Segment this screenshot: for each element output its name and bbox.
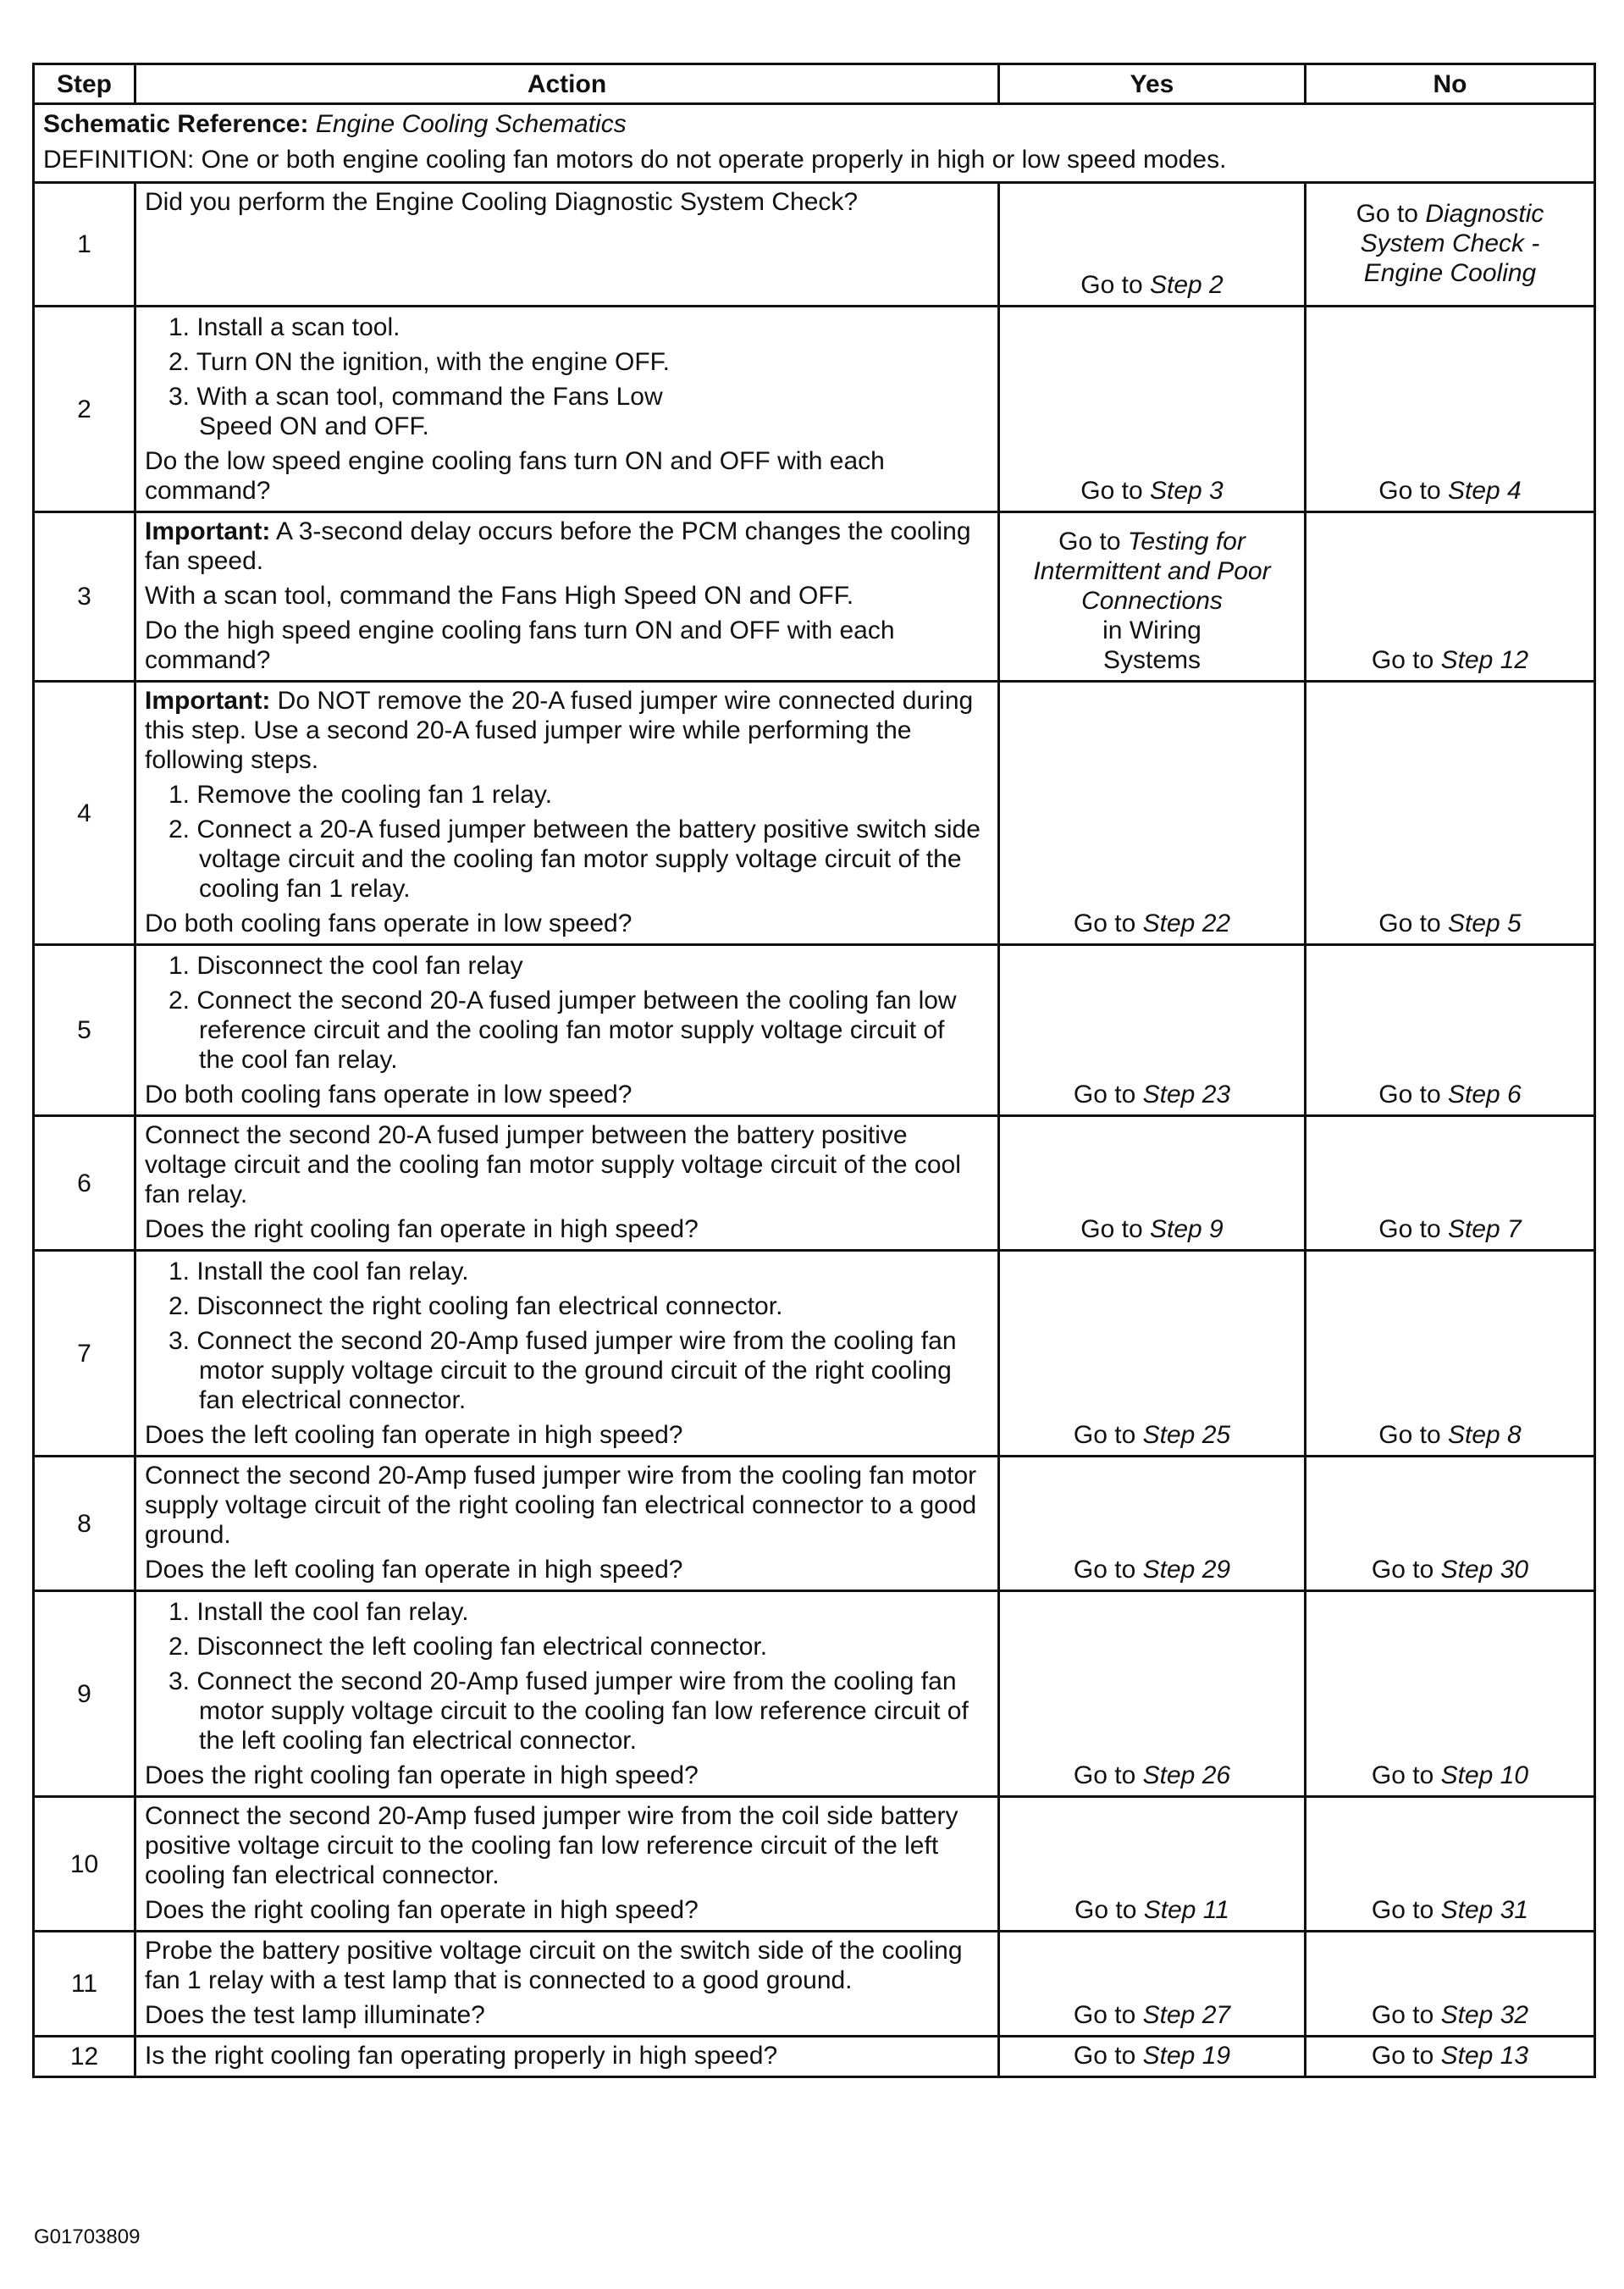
yes-step-link[interactable]: Step 26 xyxy=(1142,1761,1231,1789)
important-note: Important: Do NOT remove the 20-A fused jumper wire connected during this step. Use a second 20-A fused jumper wire while performing the following steps. xyxy=(145,687,974,774)
yes-link-part[interactable]: Connections xyxy=(1081,587,1223,615)
yes-cell: Go to Step 11 xyxy=(999,1797,1306,1932)
table-row xyxy=(34,1932,1595,2037)
action-cell xyxy=(135,945,999,1116)
go-to-text: Go to xyxy=(1080,271,1143,299)
no-cell: Go to Step 4 xyxy=(1306,307,1595,512)
action-question: Do the low speed engine cooling fans turn ON and OFF with each command? xyxy=(145,447,885,505)
step-number: 12 xyxy=(34,2037,135,2077)
action-cell xyxy=(135,1457,999,1591)
step-number: 4 xyxy=(34,682,135,945)
no-cell xyxy=(1306,183,1595,307)
no-step-link[interactable]: Step 13 xyxy=(1440,2042,1529,2070)
no-cell: Go to Step 12 xyxy=(1306,512,1595,682)
action-question: Does the test lamp illuminate? xyxy=(145,2001,485,2029)
action-question: Does the right cooling fan operate in high speed? xyxy=(145,1761,699,1789)
no-step-link[interactable]: Step 31 xyxy=(1440,1896,1529,1924)
schematic-reference xyxy=(43,107,1585,142)
schematic-reference-value: Engine Cooling Schematics xyxy=(315,110,627,138)
action-cell xyxy=(135,682,999,945)
yes-step-link[interactable]: Step 11 xyxy=(1143,1896,1229,1924)
action-substep: 1. Disconnect the cool fan relay xyxy=(168,952,523,980)
table-row xyxy=(34,2037,1595,2077)
no-cell: Go to Step 10 xyxy=(1306,1591,1595,1797)
yes-step-link[interactable]: Step 27 xyxy=(1142,2001,1231,2029)
no-step-link[interactable]: Step 30 xyxy=(1440,1556,1529,1584)
no-step-link[interactable]: Step 7 xyxy=(1447,1215,1522,1243)
action-question: Do both cooling fans operate in low speed? xyxy=(145,910,632,937)
figure-id: G01703809 xyxy=(34,2225,141,2248)
action-cell xyxy=(135,183,999,307)
action-cell xyxy=(135,512,999,682)
action-instruction: Connect the second 20-A fused jumper between the battery positive voltage circuit and the cooling fan motor supply voltage circuit of the cool fan relay. xyxy=(145,1121,961,1208)
action-instruction: Probe the battery positive voltage circuit on the switch side of the cooling fan 1 relay with a test lamp that is connected to a good ground. xyxy=(145,1937,963,1994)
action-question: Does the right cooling fan operate in high speed? xyxy=(145,1896,699,1924)
yes-link-part[interactable]: Testing for xyxy=(1127,528,1246,556)
no-step-link[interactable]: Step 10 xyxy=(1440,1761,1529,1789)
important-note: Important: A 3-second delay occurs before the PCM changes the cooling fan speed. xyxy=(145,517,971,575)
no-step-link[interactable]: Step 5 xyxy=(1447,910,1522,937)
action-substep: 2. Connect a 20-A fused jumper between the battery positive switch side voltage circuit and the cooling fan motor supply voltage circuit of the cooling fan 1 relay. xyxy=(168,816,980,903)
no-step-link[interactable]: Step 12 xyxy=(1440,646,1529,674)
yes-cell: Go to Testing for Intermittent and Poor Connections in Wiring Systems xyxy=(999,512,1306,682)
schematic-reference-label: Schematic Reference: xyxy=(43,110,309,138)
action-instruction: Connect the second 20-Amp fused jumper wire from the coil side battery positive voltage circuit to the cooling fan low reference circuit of the left cooling fan electrical connector. xyxy=(145,1802,958,1889)
yes-cell: Go to Step 26 xyxy=(999,1591,1306,1797)
action-substep: 2. Disconnect the left cooling fan electrical connector. xyxy=(168,1633,768,1661)
action-question: Does the left cooling fan operate in high speed? xyxy=(145,1421,683,1449)
step-number: 1 xyxy=(34,183,135,307)
yes-step-link[interactable]: Step 25 xyxy=(1142,1421,1231,1449)
action-substep: 2. Turn ON the ignition, with the engine OFF. xyxy=(168,348,670,376)
no-step-link[interactable]: Step 32 xyxy=(1440,2001,1529,2029)
step-number: 3 xyxy=(34,512,135,682)
table-header-row xyxy=(34,64,1595,104)
action-substep: 3. With a scan tool, command the Fans Low Speed ON and OFF. xyxy=(168,383,663,440)
action-question: Do the high speed engine cooling fans turn ON and OFF with each command? xyxy=(145,616,895,674)
action-cell xyxy=(135,1116,999,1251)
step-number: 11 xyxy=(34,1932,135,2037)
action-substep: 3. Connect the second 20-Amp fused jumper wire from the cooling fan motor supply voltage circuit to the cooling fan low reference circuit of the left cooling fan electrical connector. xyxy=(168,1667,969,1755)
action-substep: 3. Connect the second 20-Amp fused jumper wire from the cooling fan motor supply voltage circuit to the ground circuit of the right cooling fan electrical connector. xyxy=(168,1327,957,1414)
yes-step-link[interactable]: Step 9 xyxy=(1149,1215,1224,1243)
yes-cell: Go to Step 27 xyxy=(999,1932,1306,2037)
yes-step-link[interactable]: Step 29 xyxy=(1142,1556,1231,1584)
yes-step-link[interactable]: Step 2 xyxy=(1149,271,1224,299)
no-line-1: Go to Diagnostic xyxy=(1356,200,1544,228)
step-number: 6 xyxy=(34,1116,135,1251)
step-number: 9 xyxy=(34,1591,135,1797)
action-substep: 2. Disconnect the right cooling fan electrical connector. xyxy=(168,1292,783,1320)
action-cell xyxy=(135,1591,999,1797)
table-row xyxy=(34,183,1595,307)
table-row xyxy=(34,512,1595,682)
yes-cell: Go to Step 9 xyxy=(999,1116,1306,1251)
yes-cell: Go to Step 25 xyxy=(999,1251,1306,1457)
no-cell: Go to Step 7 xyxy=(1306,1116,1595,1251)
action-substep: 2. Connect the second 20-A fused jumper between the cooling fan low reference circuit and the cooling fan motor supply voltage circuit of the cool fan relay. xyxy=(168,987,957,1074)
action-question: Does the right cooling fan operate in high speed? xyxy=(145,1215,699,1243)
table-row xyxy=(34,1591,1595,1797)
yes-link-part[interactable]: in Wiring xyxy=(1102,616,1201,644)
table-row xyxy=(34,945,1595,1116)
table-row xyxy=(34,1457,1595,1591)
no-step-link[interactable]: Step 8 xyxy=(1447,1421,1522,1449)
yes-cell: Go to Step 22 xyxy=(999,682,1306,945)
table-row xyxy=(34,682,1595,945)
no-cell: Go to Step 31 xyxy=(1306,1797,1595,1932)
yes-step-link[interactable]: Step 19 xyxy=(1142,2042,1231,2070)
yes-link-part[interactable]: Systems xyxy=(1102,646,1201,674)
yes-step-link[interactable]: Step 22 xyxy=(1142,910,1231,937)
yes-link-part[interactable]: Intermittent and Poor xyxy=(1033,557,1271,585)
action-substep: 1. Install the cool fan relay. xyxy=(168,1258,469,1285)
table-row xyxy=(34,307,1595,512)
action-instruction: Connect the second 20-Amp fused jumper wire from the cooling fan motor supply voltage circuit of the right cooling fan electrical connector to a good ground. xyxy=(145,1462,977,1549)
no-link-part[interactable]: Diagnostic xyxy=(1425,200,1544,228)
table-row xyxy=(34,1116,1595,1251)
no-link-part[interactable]: Engine Cooling xyxy=(1363,259,1537,287)
important-label: Important: xyxy=(145,517,271,545)
yes-cell xyxy=(999,183,1306,307)
yes-step-link[interactable]: Step 23 xyxy=(1142,1081,1231,1109)
step-number: 8 xyxy=(34,1457,135,1591)
action-substep: 1. Remove the cooling fan 1 relay. xyxy=(168,781,553,809)
action-question: Does the left cooling fan operate in high speed? xyxy=(145,1556,683,1584)
action-cell xyxy=(135,1797,999,1932)
step-number: 5 xyxy=(34,945,135,1116)
no-cell: Go to Step 6 xyxy=(1306,945,1595,1116)
no-cell: Go to Step 8 xyxy=(1306,1251,1595,1457)
action-cell xyxy=(135,307,999,512)
yes-cell: Go to Step 29 xyxy=(999,1457,1306,1591)
table-row xyxy=(34,1797,1595,1932)
header-no: No xyxy=(1306,64,1595,104)
yes-cell: Go to Step 3 xyxy=(999,307,1306,512)
no-cell: Go to Step 30 xyxy=(1306,1457,1595,1591)
action-cell xyxy=(135,1251,999,1457)
header-step: Step xyxy=(34,64,135,104)
action-cell xyxy=(135,2037,999,2077)
action-question: Did you perform the Engine Cooling Diagnostic System Check? xyxy=(145,188,859,216)
header-yes: Yes xyxy=(999,64,1306,104)
step-number: 2 xyxy=(34,307,135,512)
definition: DEFINITION: One or both engine cooling fan motors do not operate properly in high or low speed modes. xyxy=(43,146,1227,174)
no-cell: Go to Step 5 xyxy=(1306,682,1595,945)
diagnostic-table-container xyxy=(32,63,1594,2078)
action-question: Is the right cooling fan operating properly in high speed? xyxy=(145,2042,778,2070)
no-cell: Go to Step 13 xyxy=(1306,2037,1595,2077)
action-question: Do both cooling fans operate in low speed? xyxy=(145,1081,632,1109)
action-substep: 1. Install a scan tool. xyxy=(168,313,400,341)
step-number: 10 xyxy=(34,1797,135,1932)
no-step-link[interactable]: Step 4 xyxy=(1447,477,1522,505)
action-instruction: With a scan tool, command the Fans High Speed ON and OFF. xyxy=(145,582,854,610)
step-number: 7 xyxy=(34,1251,135,1457)
no-step-link[interactable]: Step 6 xyxy=(1447,1081,1522,1109)
no-cell: Go to Step 32 xyxy=(1306,1932,1595,2037)
diagnostic-table xyxy=(32,63,1596,2078)
action-cell xyxy=(135,1932,999,2037)
table-row xyxy=(34,1251,1595,1457)
schematic-reference-row xyxy=(34,104,1595,183)
yes-cell: Go to Step 23 xyxy=(999,945,1306,1116)
no-link-part[interactable]: System Check - xyxy=(1360,229,1540,257)
yes-cell: Go to Step 19 xyxy=(999,2037,1306,2077)
header-action: Action xyxy=(135,64,999,104)
action-substep: 1. Install the cool fan relay. xyxy=(168,1598,469,1626)
yes-step-link[interactable]: Step 3 xyxy=(1149,477,1224,505)
